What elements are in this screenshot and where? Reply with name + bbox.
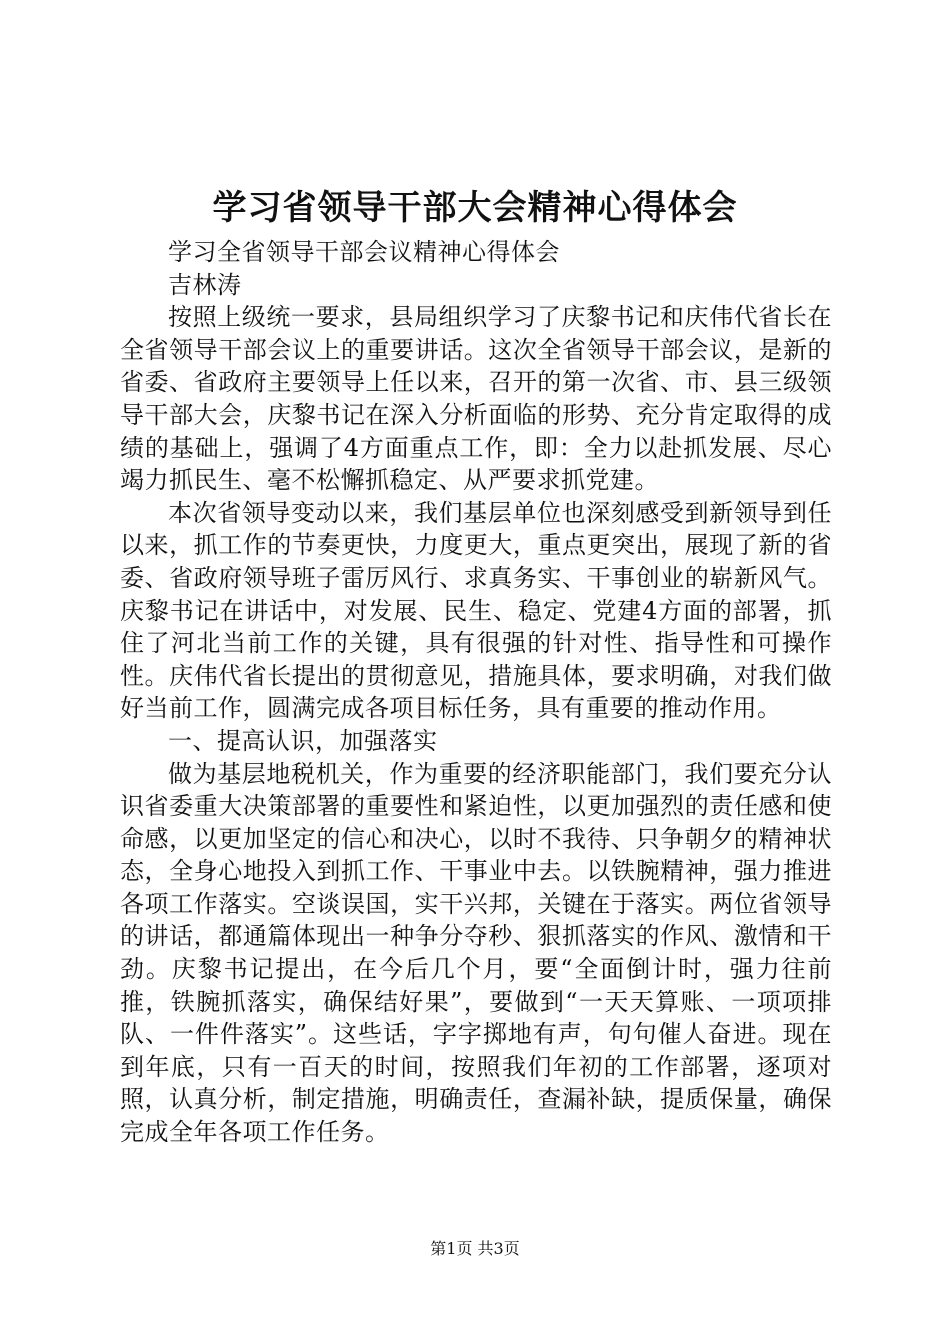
author: 吉林涛 [168, 270, 242, 299]
section-heading: 一、提高认识，加强落实 [168, 726, 438, 755]
subtitle: 学习全省领导干部会议精神心得体会 [168, 238, 560, 266]
paragraph: 按照上级统一要求，县局组织学习了庆黎书记和庆伟代省长在全省领导干部会议上的重要讲话。这次全省领导干部会议，是新的省委、省政府主要领导上任以来，召开的第一次省、市、县三级领导干部大会，庆黎书记在深入分析面临的形势、充分肯定取得的成绩的基础上，强调了4方面重点工作，即：全力以赴抓发展、尽心竭力抓民生、毫不松懈抓稳定、从严要求抓党建。 [120, 303, 832, 495]
paragraph: 做为基层地税机关，作为重要的经济职能部门，我们要充分认识省委重大决策部署的重要性和紧迫性，以更加强烈的责任感和使命感，以更加坚定的信心和决心，以时不我待、只争朝夕的精神状态，全身心地投入到抓工作、干事业中去。以铁腕精神，强力推进各项工作落实。空谈误国，实干兴邦，关键在于落实。两位省领导的讲话，都通篇体现出一种争分夺秒、狠抓落实的作风、激情和干劲。庆黎书记提出，在今后几个月，要“全面倒计时，强力往前推，铁腕抓落实，确保结好果”，要做到“一天天算账、一项项排队、一件件落实”。这些话，字字掷地有声，句句催人奋进。现在到年底，只有一百天的时间，按照我们年初的工作部署，逐项对照，认真分析，制定措施，明确责任，查漏补缺，提质保量，确保完成全年各项工作任务。 [120, 759, 832, 1147]
document-title: 学习省领导干部大会精神心得体会 [212, 188, 738, 228]
document-body [120, 236, 832, 1149]
paragraph: 本次省领导变动以来，我们基层单位也深刻感受到新领导到任以来，抓工作的节奏更快，力度更大，重点更突出，展现了新的省委、省政府领导班子雷厉风行、求真务实、干事创业的崭新风气。庆黎书记在讲话中，对发展、民生、稳定、党建4方面的部署，抓住了河北当前工作的关键，具有很强的针对性、指导性和可操作性。庆伟代省长提出的贯彻意见，措施具体，要求明确，对我们做好当前工作，圆满完成各项目标任务，具有重要的推动作用。 [120, 498, 832, 723]
page-number: 第1页 共3页 [430, 1239, 520, 1258]
